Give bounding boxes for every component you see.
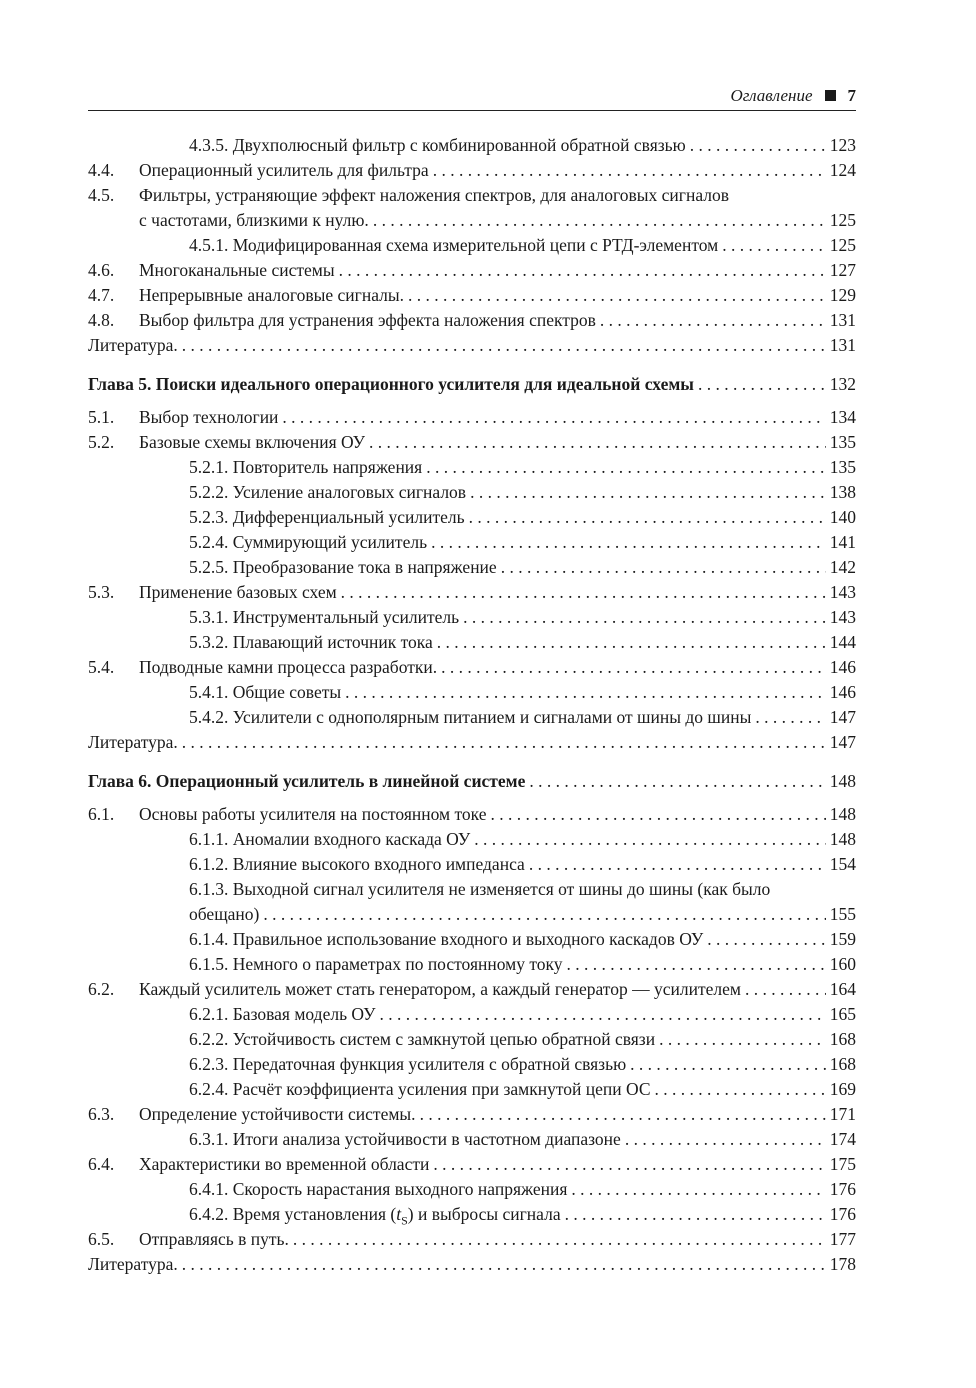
page-ref: 135 — [829, 432, 856, 452]
chapter-title: Глава 6. Операционный усилитель в линейной системе — [88, 771, 526, 791]
toc-entry[interactable] — [88, 1077, 856, 1102]
toc-entry[interactable] — [88, 183, 856, 208]
leader-dots — [655, 1077, 826, 1102]
page-ref: 148 — [829, 829, 856, 849]
toc-entry[interactable] — [88, 430, 856, 455]
page-ref: 125 — [829, 210, 856, 230]
leader-dots — [491, 802, 826, 827]
entry-title: 6.1.2. Влияние высокого входного импеданса — [189, 854, 525, 874]
section-gap — [88, 794, 856, 802]
entry-title: Многоканальные системы — [139, 260, 335, 280]
entry-title: 6.2.4. Расчёт коэффициента усиления при замкнутой цепи ОС — [189, 1079, 651, 1099]
toc-entry[interactable] — [88, 927, 856, 952]
entry-title: Литература. — [88, 1254, 178, 1274]
page-ref: 177 — [829, 1229, 856, 1249]
page-ref: 168 — [829, 1029, 856, 1049]
running-header — [88, 86, 856, 111]
leader-dots — [263, 902, 825, 927]
toc-entry[interactable] — [88, 233, 856, 258]
page-ref: 146 — [829, 657, 856, 677]
toc-entry[interactable] — [88, 580, 856, 605]
page-ref: 155 — [829, 904, 856, 924]
page-ref: 176 — [829, 1179, 856, 1199]
toc-entry[interactable] — [88, 555, 856, 580]
page-ref: 159 — [829, 929, 856, 949]
toc-entry-continuation[interactable] — [88, 902, 856, 927]
leader-dots — [408, 283, 826, 308]
page-ref: 131 — [829, 335, 856, 355]
entry-title: 6.1.5. Немного о параметрах по постоянному току — [189, 954, 563, 974]
entry-title: 5.3.2. Плавающий источник тока — [189, 632, 433, 652]
page-ref: 124 — [829, 160, 856, 180]
leader-dots — [441, 655, 826, 680]
leader-dots — [433, 158, 826, 183]
leader-dots — [567, 952, 826, 977]
entry-title: 6.4.1. Скорость нарастания выходного напряжения — [189, 1179, 568, 1199]
page-ref: 142 — [829, 557, 856, 577]
leader-dots — [529, 768, 825, 794]
entry-number: 4.8. — [88, 310, 115, 330]
toc-entry[interactable] — [88, 405, 856, 430]
page-ref: 138 — [829, 482, 856, 502]
entry-title: Фильтры, устраняющие эффект наложения спектров, для аналоговых сигналов — [139, 185, 730, 205]
entry-number: 6.1. — [88, 804, 115, 824]
leader-dots — [373, 208, 826, 233]
page-ref: 178 — [829, 1254, 856, 1274]
entry-number: 4.4. — [88, 160, 115, 180]
leader-dots — [630, 1052, 826, 1077]
toc-entry[interactable] — [88, 530, 856, 555]
leader-dots — [437, 630, 826, 655]
page-ref: 148 — [829, 771, 856, 791]
entry-title: Базовые схемы включения ОУ — [139, 432, 366, 452]
references-entry[interactable] — [88, 1252, 856, 1277]
page-ref: 146 — [829, 682, 856, 702]
leader-dots — [282, 405, 825, 430]
leader-dots — [722, 233, 826, 258]
entry-title: 6.2.3. Передаточная функция усилителя с обратной связью — [189, 1054, 627, 1074]
toc-entry[interactable] — [88, 705, 856, 730]
page-ref: 134 — [829, 407, 856, 427]
entry-title: Непрерывные аналоговые сигналы. — [139, 285, 404, 305]
toc-entry[interactable] — [88, 852, 856, 877]
page-number: 7 — [847, 86, 856, 105]
page-ref: 135 — [829, 457, 856, 477]
entry-title: Подводные камни процесса разработки. — [139, 657, 438, 677]
toc-entry[interactable] — [88, 1102, 856, 1127]
leader-dots — [707, 927, 825, 952]
toc-entry[interactable] — [88, 655, 856, 680]
toc-entry[interactable] — [88, 802, 856, 827]
references-entry[interactable] — [88, 730, 856, 755]
entry-title: Характеристики во временной области — [139, 1154, 430, 1174]
leader-dots — [426, 455, 826, 480]
entry-title-part: ) и выбросы сигнала — [407, 1204, 561, 1224]
leader-dots — [433, 1152, 825, 1177]
leader-dots — [474, 827, 826, 852]
entry-title: Литература. — [88, 335, 178, 355]
entry-title-subscript: S — [401, 1213, 408, 1228]
entry-title: 5.2.2. Усиление аналоговых сигналов — [189, 482, 467, 502]
entry-title: Определение устойчивости системы. — [139, 1104, 416, 1124]
entry-number: 6.4. — [88, 1154, 115, 1174]
page-ref: 143 — [829, 582, 856, 602]
leader-dots — [463, 605, 826, 630]
page-ref: 131 — [829, 310, 856, 330]
toc-entry[interactable] — [88, 1002, 856, 1027]
page-ref: 123 — [829, 135, 856, 155]
entry-title: 5.2.4. Суммирующий усилитель — [189, 532, 428, 552]
entry-number: 4.7. — [88, 285, 115, 305]
entry-title-italic: t — [396, 1204, 402, 1224]
page-ref: 160 — [829, 954, 856, 974]
leader-dots — [571, 1177, 825, 1202]
entry-title: 6.1.1. Аномалии входного каскада ОУ — [189, 829, 471, 849]
entry-title: 6.2.2. Устойчивость систем с замкнутой цепью обратной связи — [189, 1029, 656, 1049]
chapter-heading[interactable] — [88, 371, 856, 397]
page-ref: 147 — [829, 707, 856, 727]
page-ref: 154 — [829, 854, 856, 874]
chapter-title: Глава 5. Поиски идеального операционного усилителя для идеальной схемы — [88, 374, 694, 394]
leader-dots — [600, 308, 826, 333]
toc-entry[interactable] — [88, 283, 856, 308]
toc-entry[interactable] — [88, 1177, 856, 1202]
leader-dots — [420, 1102, 826, 1127]
page-ref: 148 — [829, 804, 856, 824]
entry-title: 5.3.1. Инструментальный усилитель — [189, 607, 460, 627]
entry-title: 6.2.1. Базовая модель ОУ — [189, 1004, 376, 1024]
page-ref: 165 — [829, 1004, 856, 1024]
toc-entry[interactable] — [88, 1152, 856, 1177]
page-ref: 176 — [829, 1204, 856, 1224]
toc-entry[interactable] — [88, 827, 856, 852]
entry-title: Основы работы усилителя на постоянном токе — [139, 804, 487, 824]
leader-dots — [565, 1202, 826, 1227]
leader-dots — [431, 530, 826, 555]
toc-entry[interactable] — [88, 158, 856, 183]
page-ref: 171 — [829, 1104, 856, 1124]
toc-entry[interactable] — [88, 133, 856, 158]
leader-dots — [182, 730, 826, 755]
toc-entry[interactable] — [88, 1027, 856, 1052]
leader-dots — [469, 505, 826, 530]
entry-title: 5.2.1. Повторитель напряжения — [189, 457, 423, 477]
entry-title: 5.4.1. Общие советы — [189, 682, 342, 702]
toc-entry[interactable] — [88, 1052, 856, 1077]
entry-title: 6.1.3. Выходной сигнал усилителя не изменяется от шины до шины (как было — [189, 879, 771, 899]
toc-entry[interactable] — [88, 455, 856, 480]
toc-entry[interactable] — [88, 877, 856, 902]
entry-title: 6.1.4. Правильное использование входного и выходного каскадов ОУ — [189, 929, 704, 949]
toc-entry[interactable] — [88, 1127, 856, 1152]
toc-entry[interactable] — [88, 1202, 856, 1227]
leader-dots — [501, 555, 826, 580]
toc-entry[interactable] — [88, 308, 856, 333]
leader-dots — [339, 258, 826, 283]
leader-dots — [293, 1227, 826, 1252]
leader-dots — [182, 333, 826, 358]
page-ref: 168 — [829, 1054, 856, 1074]
entry-title: 5.2.5. Преобразование тока в напряжение — [189, 557, 497, 577]
toc-entry[interactable] — [88, 480, 856, 505]
leader-dots — [690, 133, 826, 158]
chapter-heading[interactable] — [88, 768, 856, 794]
leader-dots — [698, 371, 826, 397]
entry-number: 5.4. — [88, 657, 115, 677]
toc-entry[interactable] — [88, 977, 856, 1002]
toc-entry[interactable] — [88, 605, 856, 630]
toc-entry-continuation[interactable] — [88, 208, 856, 233]
toc-entry[interactable] — [88, 630, 856, 655]
entry-title: 6.3.1. Итоги анализа устойчивости в частотном диапазоне — [189, 1129, 621, 1149]
references-entry[interactable] — [88, 333, 856, 358]
entry-title-continuation: обещано) — [189, 904, 260, 924]
leader-dots — [659, 1027, 826, 1052]
section-gap — [88, 358, 856, 371]
toc-entry[interactable] — [88, 505, 856, 530]
leader-dots — [470, 480, 826, 505]
square-bullet-icon — [825, 90, 836, 101]
leader-dots — [625, 1127, 826, 1152]
entry-number: 5.1. — [88, 407, 115, 427]
entry-number: 5.2. — [88, 432, 115, 452]
leader-dots — [755, 705, 825, 730]
leader-dots — [379, 1002, 825, 1027]
table-of-contents — [88, 133, 856, 1277]
entry-title: Применение базовых схем — [139, 582, 337, 602]
section-gap — [88, 397, 856, 405]
page-ref: 127 — [829, 260, 856, 280]
leader-dots — [341, 580, 826, 605]
page-ref: 169 — [829, 1079, 856, 1099]
entry-title: 5.2.3. Дифференциальный усилитель — [189, 507, 465, 527]
entry-title-continuation: с частотами, близкими к нулю. — [139, 210, 369, 230]
leader-dots — [182, 1252, 826, 1277]
page-ref: 125 — [829, 235, 856, 255]
page-ref: 132 — [829, 374, 856, 394]
entry-title-part: 6.4.2. Время установления ( — [189, 1204, 397, 1224]
page-ref: 141 — [829, 532, 856, 552]
leader-dots — [745, 977, 826, 1002]
page-ref: 144 — [829, 632, 856, 652]
page-ref: 129 — [829, 285, 856, 305]
entry-number: 6.3. — [88, 1104, 115, 1124]
section-gap — [88, 755, 856, 768]
entry-title: Каждый усилитель может стать генератором, а каждый генератор — усилителем — [139, 979, 741, 999]
running-title: Оглавление — [730, 86, 813, 105]
entry-number: 6.2. — [88, 979, 115, 999]
entry-number: 4.5. — [88, 185, 115, 205]
entry-title: Выбор технологии — [139, 407, 279, 427]
entry-title: 4.5.1. Модифицированная схема измерительной цепи с РТД-элементом — [189, 235, 719, 255]
page-ref: 164 — [829, 979, 856, 999]
toc-entry[interactable] — [88, 680, 856, 705]
page-ref: 143 — [829, 607, 856, 627]
toc-entry[interactable] — [88, 1227, 856, 1252]
entry-number: 4.6. — [88, 260, 115, 280]
page-ref: 140 — [829, 507, 856, 527]
page-ref: 174 — [829, 1129, 856, 1149]
leader-dots — [369, 430, 826, 455]
toc-entry[interactable] — [88, 258, 856, 283]
toc-entry[interactable] — [88, 952, 856, 977]
entry-title: Отправляясь в путь. — [139, 1229, 289, 1249]
entry-number: 5.3. — [88, 582, 115, 602]
leader-dots — [345, 680, 826, 705]
entry-title: Операционный усилитель для фильтра — [139, 160, 429, 180]
page-ref: 147 — [829, 732, 856, 752]
entry-title: 5.4.2. Усилители с однополярным питанием и сигналами от шины до шины — [189, 707, 752, 727]
leader-dots — [529, 852, 826, 877]
entry-title: Выбор фильтра для устранения эффекта наложения спектров — [139, 310, 596, 330]
entry-number: 6.5. — [88, 1229, 115, 1249]
page-ref: 175 — [829, 1154, 856, 1174]
entry-title: Литература. — [88, 732, 178, 752]
entry-title: 4.3.5. Двухполюсный фильтр с комбинированной обратной связью — [189, 135, 686, 155]
